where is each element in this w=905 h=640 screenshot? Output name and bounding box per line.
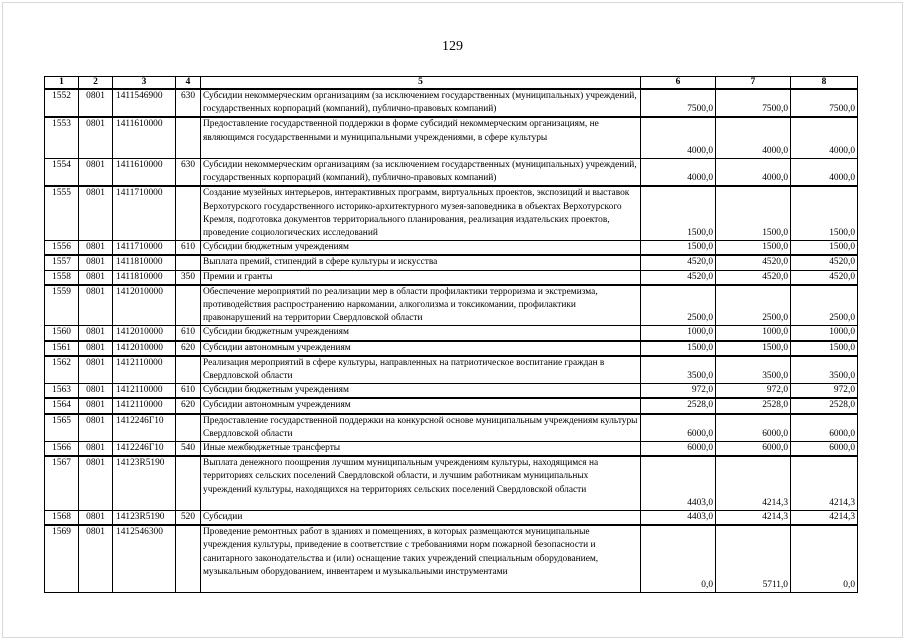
row-number-cell: 1554 [45, 159, 79, 187]
amount-col6-cell: 4520,0 [641, 255, 716, 270]
amount-col7-cell: 4214,3 [716, 456, 791, 510]
description-cell: Выплата премий, стипендий в сфере культуры и искусства [201, 255, 641, 270]
row-number-cell: 1553 [45, 117, 79, 158]
target-code-cell: 1411810000 [113, 270, 176, 285]
table-row [45, 414, 858, 442]
section-code-cell: 0801 [79, 186, 113, 240]
target-code-cell: 1411610000 [113, 159, 176, 187]
expense-type-cell [176, 255, 201, 270]
amount-col8-cell: 4000,0 [791, 159, 858, 187]
amount-col8-cell: 1500,0 [791, 186, 858, 240]
expense-type-cell: 620 [176, 398, 201, 413]
target-code-cell: 1411546900 [113, 89, 176, 117]
amount-col6-cell: 4520,0 [641, 270, 716, 285]
section-code-cell: 0801 [79, 341, 113, 356]
table-row [45, 255, 858, 270]
expense-type-cell [176, 356, 201, 384]
amount-col8-cell: 7500,0 [791, 89, 858, 117]
amount-col7-cell: 972,0 [716, 384, 791, 399]
row-number-cell: 1557 [45, 255, 79, 270]
amount-col6-cell: 4403,0 [641, 456, 716, 510]
row-number-cell: 1560 [45, 326, 79, 341]
description-cell: Субсидии некоммерческим организациям (за исключением государственных (муниципальных) учреждений, государственных корпораций (компаний), публично-правовых компаний) [201, 89, 641, 117]
header-cell: 3 [113, 77, 176, 90]
table-row [45, 511, 858, 526]
amount-col7-cell: 2500,0 [716, 285, 791, 326]
table-body [45, 89, 858, 593]
expense-type-cell: 630 [176, 159, 201, 187]
table-row [45, 384, 858, 399]
expense-type-cell [176, 525, 201, 593]
table-row [45, 270, 858, 285]
row-number-cell: 1564 [45, 398, 79, 413]
amount-col8-cell: 4520,0 [791, 270, 858, 285]
section-code-cell: 0801 [79, 326, 113, 341]
budget-table [44, 76, 858, 593]
target-code-cell: 1412010000 [113, 285, 176, 326]
table-row [45, 159, 858, 187]
amount-col7-cell: 7500,0 [716, 89, 791, 117]
row-number-cell: 1559 [45, 285, 79, 326]
header-cell: 6 [641, 77, 716, 90]
amount-col8-cell: 4214,3 [791, 456, 858, 510]
target-code-cell: 1412010000 [113, 326, 176, 341]
description-cell: Предоставление государственной поддержки на конкурсной основе муниципальным учреждениям культуры Свердловской области [201, 414, 641, 442]
amount-col8-cell: 972,0 [791, 384, 858, 399]
amount-col7-cell: 1000,0 [716, 326, 791, 341]
amount-col6-cell: 6000,0 [641, 414, 716, 442]
table-row [45, 525, 858, 593]
row-number-cell: 1552 [45, 89, 79, 117]
expense-type-cell: 610 [176, 326, 201, 341]
header-cell: 8 [791, 77, 858, 90]
amount-col7-cell: 4214,3 [716, 511, 791, 526]
expense-type-cell [176, 456, 201, 510]
amount-col6-cell: 6000,0 [641, 442, 716, 457]
amount-col8-cell: 1000,0 [791, 326, 858, 341]
amount-col7-cell: 1500,0 [716, 186, 791, 240]
section-code-cell: 0801 [79, 159, 113, 187]
section-code-cell: 0801 [79, 270, 113, 285]
target-code-cell: 1411610000 [113, 117, 176, 158]
row-number-cell: 1569 [45, 525, 79, 593]
amount-col6-cell: 2500,0 [641, 285, 716, 326]
amount-col7-cell: 5711,0 [716, 525, 791, 593]
target-code-cell: 1411710000 [113, 241, 176, 256]
page-number: 129 [442, 39, 463, 54]
amount-col7-cell: 3500,0 [716, 356, 791, 384]
description-cell: Предоставление государственной поддержки в форме субсидий некоммерческим организациям, не являющимся государственными и муниципальными учреждениями, в сфере культуры [201, 117, 641, 158]
table-row [45, 456, 858, 510]
row-number-cell: 1562 [45, 356, 79, 384]
description-cell: Субсидии некоммерческим организациям (за исключением государственных (муниципальных) учреждений, государственных корпораций (компаний), публично-правовых компаний) [201, 159, 641, 187]
expense-type-cell: 630 [176, 89, 201, 117]
description-cell: Субсидии [201, 511, 641, 526]
amount-col6-cell: 1500,0 [641, 186, 716, 240]
row-number-cell: 1561 [45, 341, 79, 356]
table-row [45, 241, 858, 256]
amount-col6-cell: 7500,0 [641, 89, 716, 117]
amount-col7-cell: 1500,0 [716, 341, 791, 356]
description-cell: Создание музейных интерьеров, интерактивных программ, виртуальных проектов, экспозиций и выставок Верхотурского государственного историко-архитектурного музея-заповедника в объектах Верхотурского Кремля, подготовка документов территориального планирования, реализация издательских проектов, проведение социологических исследований [201, 186, 641, 240]
description-cell: Премии и гранты [201, 270, 641, 285]
amount-col8-cell: 2500,0 [791, 285, 858, 326]
row-number-cell: 1563 [45, 384, 79, 399]
table-row [45, 341, 858, 356]
amount-col8-cell: 4520,0 [791, 255, 858, 270]
amount-col7-cell: 6000,0 [716, 414, 791, 442]
target-code-cell: 14123R5190 [113, 511, 176, 526]
expense-type-cell [176, 285, 201, 326]
amount-col6-cell: 1000,0 [641, 326, 716, 341]
header-cell: 1 [45, 77, 79, 90]
amount-col8-cell: 3500,0 [791, 356, 858, 384]
amount-col6-cell: 1500,0 [641, 241, 716, 256]
amount-col7-cell: 4000,0 [716, 117, 791, 158]
expense-type-cell: 610 [176, 241, 201, 256]
target-code-cell: 1412010000 [113, 341, 176, 356]
amount-col8-cell: 4214,3 [791, 511, 858, 526]
amount-col8-cell: 6000,0 [791, 414, 858, 442]
expense-type-cell: 610 [176, 384, 201, 399]
amount-col8-cell: 0,0 [791, 525, 858, 593]
table-row [45, 186, 858, 240]
description-cell: Субсидии бюджетным учреждениям [201, 326, 641, 341]
amount-col7-cell: 1500,0 [716, 241, 791, 256]
amount-col6-cell: 3500,0 [641, 356, 716, 384]
table-row [45, 442, 858, 457]
table-header-row [45, 77, 858, 90]
row-number-cell: 1558 [45, 270, 79, 285]
description-cell: Иные межбюджетные трансферты [201, 442, 641, 457]
target-code-cell: 1412546300 [113, 525, 176, 593]
amount-col6-cell: 1500,0 [641, 341, 716, 356]
expense-type-cell [176, 414, 201, 442]
section-code-cell: 0801 [79, 398, 113, 413]
description-cell: Выплата денежного поощрения лучшим муниципальным учреждениям культуры, находящимся на территориях сельских поселений Свердловской области, и лучшим работникам муниципальных учреждений культуры, находящихся на территориях сельских поселений Свердловской области [201, 456, 641, 510]
row-number-cell: 1565 [45, 414, 79, 442]
section-code-cell: 0801 [79, 89, 113, 117]
amount-col8-cell: 1500,0 [791, 241, 858, 256]
section-code-cell: 0801 [79, 356, 113, 384]
section-code-cell: 0801 [79, 285, 113, 326]
target-code-cell: 1412110000 [113, 384, 176, 399]
table-row [45, 285, 858, 326]
header-cell: 2 [79, 77, 113, 90]
amount-col6-cell: 0,0 [641, 525, 716, 593]
amount-col6-cell: 4000,0 [641, 159, 716, 187]
description-cell: Проведение ремонтных работ в зданиях и помещениях, в которых размещаются муниципальные учреждения культуры, приведение в соответствие с требованиями норм пожарной безопасности и санитарного законодательства и (или) оснащение таких учреждений специальным оборудованием, музыкальным оборудованием, инвентарем и музыкальными инструментами [201, 525, 641, 593]
description-cell: Субсидии автономным учреждениям [201, 398, 641, 413]
table-row [45, 89, 858, 117]
target-code-cell: 14123R5190 [113, 456, 176, 510]
target-code-cell: 1411810000 [113, 255, 176, 270]
table-row [45, 356, 858, 384]
header-cell: 5 [201, 77, 641, 90]
expense-type-cell: 350 [176, 270, 201, 285]
section-code-cell: 0801 [79, 442, 113, 457]
table-row [45, 398, 858, 413]
description-cell: Обеспечение мероприятий по реализации мер в области профилактики терроризма и экстремизма, противодействия распространению наркомании, алкоголизма и токсикомании, профилактики правонарушений на территории Свердловской области [201, 285, 641, 326]
amount-col8-cell: 2528,0 [791, 398, 858, 413]
amount-col7-cell: 4000,0 [716, 159, 791, 187]
header-cell: 4 [176, 77, 201, 90]
table-row [45, 117, 858, 158]
description-cell: Субсидии бюджетным учреждениям [201, 384, 641, 399]
expense-type-cell: 540 [176, 442, 201, 457]
expense-type-cell [176, 117, 201, 158]
expense-type-cell: 620 [176, 341, 201, 356]
row-number-cell: 1568 [45, 511, 79, 526]
table-row [45, 326, 858, 341]
amount-col8-cell: 6000,0 [791, 442, 858, 457]
row-number-cell: 1567 [45, 456, 79, 510]
description-cell: Субсидии автономным учреждениям [201, 341, 641, 356]
expense-type-cell [176, 186, 201, 240]
section-code-cell: 0801 [79, 525, 113, 593]
row-number-cell: 1555 [45, 186, 79, 240]
description-cell: Субсидии бюджетным учреждениям [201, 241, 641, 256]
section-code-cell: 0801 [79, 117, 113, 158]
section-code-cell: 0801 [79, 255, 113, 270]
amount-col8-cell: 4000,0 [791, 117, 858, 158]
amount-col6-cell: 4403,0 [641, 511, 716, 526]
section-code-cell: 0801 [79, 384, 113, 399]
section-code-cell: 0801 [79, 414, 113, 442]
row-number-cell: 1566 [45, 442, 79, 457]
expense-type-cell: 520 [176, 511, 201, 526]
amount-col6-cell: 4000,0 [641, 117, 716, 158]
row-number-cell: 1556 [45, 241, 79, 256]
amount-col7-cell: 4520,0 [716, 255, 791, 270]
target-code-cell: 1412246Г10 [113, 414, 176, 442]
amount-col7-cell: 6000,0 [716, 442, 791, 457]
amount-col6-cell: 2528,0 [641, 398, 716, 413]
target-code-cell: 1411710000 [113, 186, 176, 240]
target-code-cell: 1412110000 [113, 398, 176, 413]
header-cell: 7 [716, 77, 791, 90]
amount-col7-cell: 4520,0 [716, 270, 791, 285]
section-code-cell: 0801 [79, 241, 113, 256]
section-code-cell: 0801 [79, 456, 113, 510]
amount-col7-cell: 2528,0 [716, 398, 791, 413]
amount-col6-cell: 972,0 [641, 384, 716, 399]
section-code-cell: 0801 [79, 511, 113, 526]
description-cell: Реализация мероприятий в сфере культуры, направленных на патриотическое воспитание граждан в Свердловской области [201, 356, 641, 384]
amount-col8-cell: 1500,0 [791, 341, 858, 356]
target-code-cell: 1412110000 [113, 356, 176, 384]
target-code-cell: 1412246Г10 [113, 442, 176, 457]
